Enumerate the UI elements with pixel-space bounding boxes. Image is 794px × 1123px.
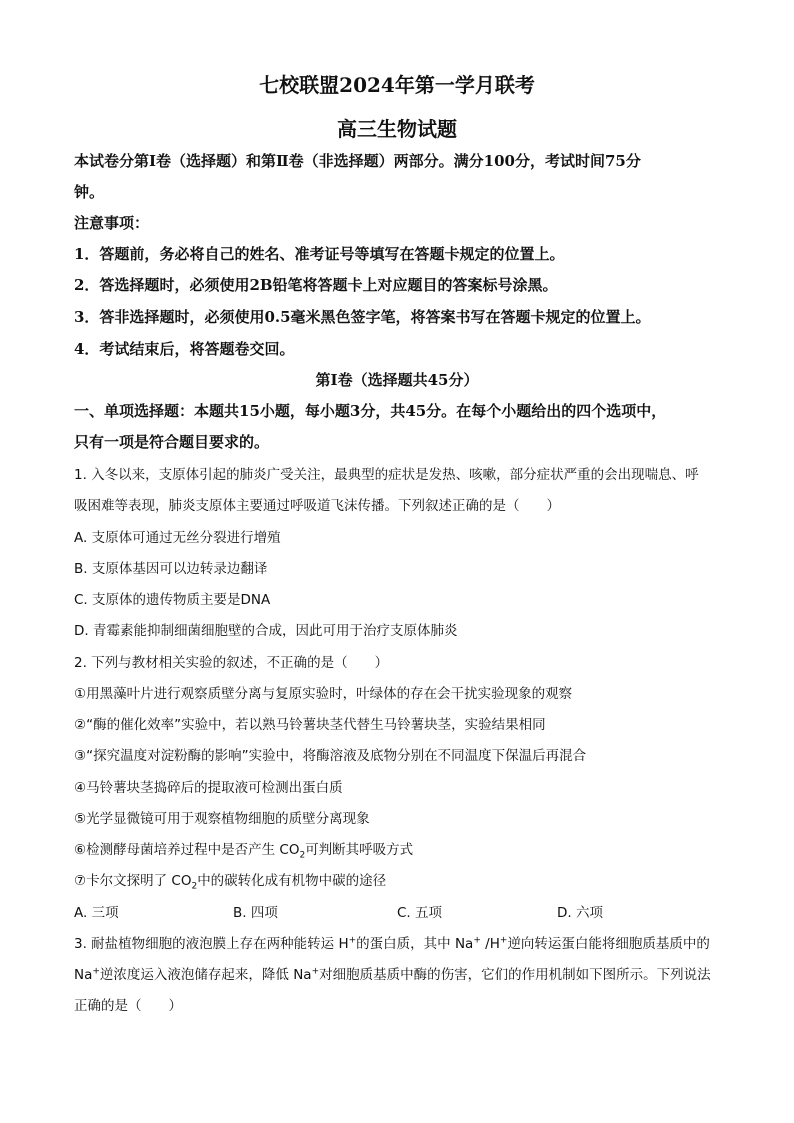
q2-option-c: C. 五项 — [397, 905, 443, 921]
part1-heading: 第Ⅰ卷（选择题共45分） — [315, 371, 479, 389]
note-item: 4．考试结束后，将答题卷交回。 — [74, 340, 295, 358]
q3-stem-line-1 — [74, 932, 710, 952]
exam-title: 七校联盟2024年第一学月联考 — [259, 73, 535, 97]
section-instruction-1: 一、单项选择题：本题共15小题，每小题3分，共45分。在每个小题给出的四个选项中， — [74, 402, 667, 420]
q2-item-7-text: ⑦卡尔文探明了 CO — [74, 873, 192, 889]
q2-item-5: ⑤光学显微镜可用于观察植物细胞的质壁分离现象 — [74, 811, 370, 827]
q1-option-a: A. 支原体可通过无丝分裂进行增殖 — [74, 530, 281, 546]
superscript: + — [348, 935, 357, 946]
q3-text: 对细胞质基质中酶的伤害，它们的作用机制如下图所示。下列说法 — [319, 967, 711, 983]
q1-stem-line-2: 吸困难等表现，肺炎支原体主要通过呼吸道飞沫传播。下列叙述正确的是（ ） — [74, 498, 560, 514]
subscript: 2 — [191, 881, 198, 892]
q2-item-7-text-end: 中的碳转化成有机物中碳的途径 — [197, 873, 387, 889]
note-item: 1．答题前，务必将自己的姓名、准考证号等填写在答题卡规定的位置上。 — [74, 245, 565, 263]
q2-option-a: A. 三项 — [74, 905, 119, 921]
q3-text: 逆浓度运入液泡储存起来，降低 Na — [99, 967, 312, 983]
q3-text: 逆向转运蛋白能将细胞质基质中的 — [507, 936, 710, 952]
q2-item-3: ③“探究温度对淀粉酶的影响”实验中，将酶溶液及底物分别在不同温度下保温后再混合 — [74, 748, 587, 764]
q1-option-c: C. 支原体的遗传物质主要是DNA — [74, 592, 271, 608]
notes-heading: 注意事项： — [74, 214, 150, 232]
q2-option-b: B. 四项 — [233, 905, 278, 921]
superscript: + — [499, 935, 508, 946]
q1-option-d: D. 青霉素能抑制细菌细胞壁的合成，因此可用于治疗支原体肺炎 — [74, 623, 458, 639]
q3-text: /H — [480, 936, 500, 952]
q2-stem: 2. 下列与教材相关实验的叙述，不正确的是（ ） — [74, 655, 389, 671]
q1-stem-line-1: 1. 入冬以来，支原体引起的肺炎广受关注，最典型的症状是发热、咳嗽，部分症状严重的会出现喘息、呼 — [74, 467, 699, 483]
q2-item-1: ①用黑藻叶片进行观察质壁分离与复原实验时，叶绿体的存在会干扰实验现象的观察 — [74, 686, 573, 702]
section-instruction-2: 只有一项是符合题目要求的。 — [74, 433, 270, 451]
q2-item-6 — [74, 838, 413, 861]
note-item: 2．答选择题时，必须使用2B铅笔将答题卡上对应题目的答案标号涂黑。 — [74, 276, 558, 294]
q2-option-d: D. 六项 — [557, 905, 603, 921]
q3-text: 3. 耐盐植物细胞的液泡膜上存在两种能转运 H — [74, 936, 349, 952]
q3-stem-line-2 — [74, 963, 711, 983]
q2-item-7 — [74, 869, 386, 892]
q2-item-4: ④马铃薯块茎捣碎后的提取液可检测出蛋白质 — [74, 780, 343, 796]
note-item: 3．答非选择题时，必须使用0.5毫米黑色签字笔，将答案书写在答题卡规定的位置上。 — [74, 308, 651, 326]
q3-stem-line-3: 正确的是（ ） — [74, 998, 182, 1014]
q1-option-b: B. 支原体基因可以边转录边翻译 — [74, 561, 268, 577]
superscript: + — [473, 935, 481, 946]
intro-line-2: 钟。 — [74, 183, 105, 201]
superscript: + — [92, 966, 100, 977]
q3-text: 的蛋白质，其中 Na — [356, 936, 474, 952]
q2-item-2: ②“酶的催化效率”实验中，若以熟马铃薯块茎代替生马铃薯块茎，实验结果相同 — [74, 717, 546, 733]
q2-item-6-text: ⑥检测酵母菌培养过程中是否产生 CO — [74, 842, 300, 858]
q3-text: Na — [74, 967, 93, 983]
superscript: + — [311, 966, 320, 977]
q2-item-6-text-end: 可判断其呼吸方式 — [305, 842, 414, 858]
intro-line-1: 本试卷分第Ⅰ卷（选择题）和第Ⅱ卷（非选择题）两部分。满分100分，考试时间75分 — [74, 152, 641, 170]
subscript: 2 — [299, 850, 306, 861]
exam-subtitle: 高三生物试题 — [337, 117, 457, 141]
